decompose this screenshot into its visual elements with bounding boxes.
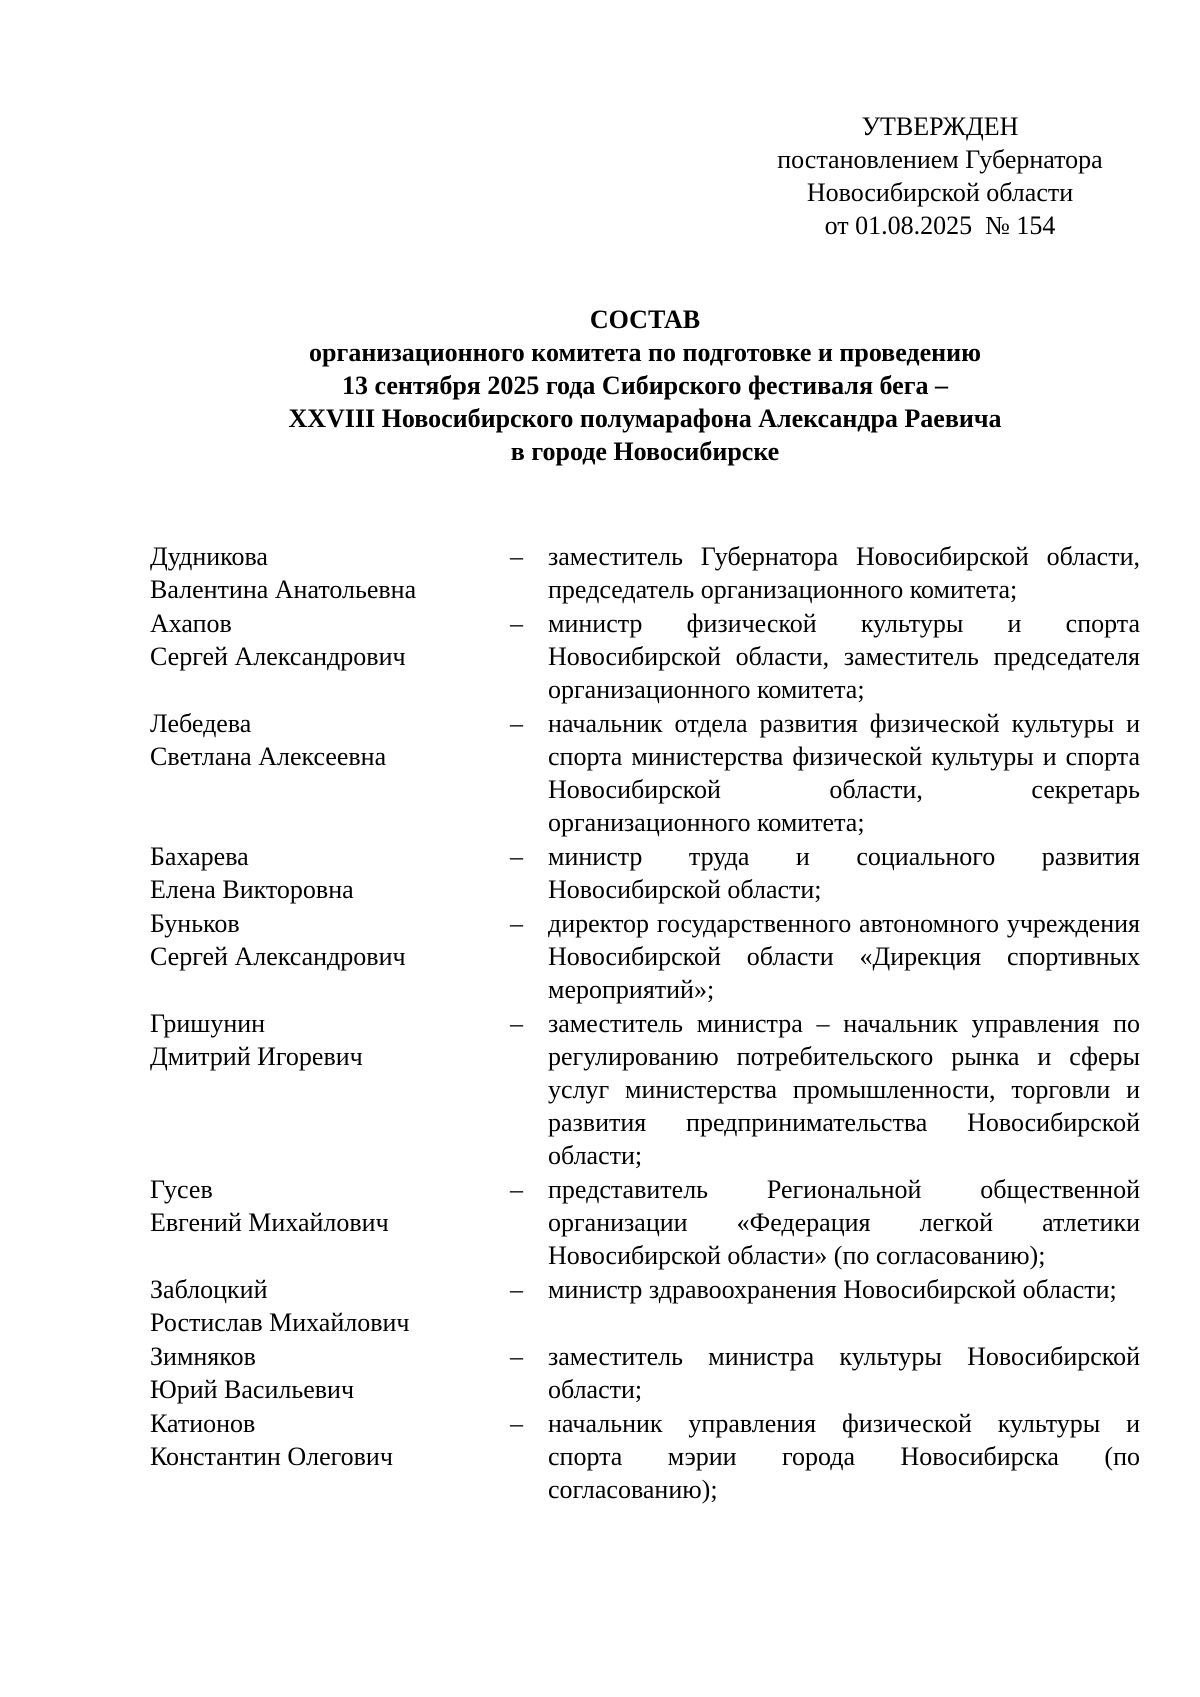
member-surname: Гусев <box>150 1175 213 1204</box>
member-row <box>150 1007 1140 1172</box>
member-position: министр физической культуры и спорта Новосибирской области, заместитель председателя организационного комитета; <box>548 609 1140 704</box>
dash-separator: – <box>510 542 523 571</box>
member-row <box>150 1173 1140 1272</box>
member-row <box>150 707 1140 839</box>
member-name <box>150 607 498 706</box>
member-position: министр труда и социального развития Новосибирской области; <box>548 842 1140 904</box>
dash-separator: – <box>510 1342 523 1371</box>
member-given-names: Светлана Алексеевна <box>150 742 387 771</box>
member-surname: Дудникова <box>150 542 268 571</box>
document-title <box>150 303 1140 468</box>
member-row <box>150 1407 1140 1506</box>
member-surname: Зимняков <box>150 1342 256 1371</box>
dash-separator: – <box>510 709 523 738</box>
member-row <box>150 607 1140 706</box>
member-row <box>150 1340 1140 1406</box>
member-given-names: Валентина Анатольевна <box>150 575 417 604</box>
member-given-names: Сергей Александрович <box>150 642 406 671</box>
member-surname: Бахарева <box>150 842 249 871</box>
member-position: начальник отдела развития физической культуры и спорта министерства физической культуры и спорта Новосибирской области, секретарь организационного комитета; <box>548 709 1140 837</box>
member-given-names: Елена Викторовна <box>150 875 354 904</box>
member-given-names: Дмитрий Игоревич <box>150 1042 363 1071</box>
member-given-names: Сергей Александрович <box>150 942 406 971</box>
member-name <box>150 1173 498 1272</box>
member-name <box>150 707 498 839</box>
dash-separator: – <box>510 609 523 638</box>
approval-line-4: от 01.08.2025 № 154 <box>824 211 1056 240</box>
member-name <box>150 907 498 1006</box>
member-given-names: Константин Олегович <box>150 1442 393 1471</box>
member-position: заместитель министра культуры Новосибирской области; <box>548 1342 1140 1404</box>
member-given-names: Юрий Васильевич <box>150 1375 355 1404</box>
dash-separator: – <box>510 1275 523 1304</box>
member-row <box>150 907 1140 1006</box>
approval-stamp <box>760 110 1120 242</box>
title-line-4: XXVIII Новосибирского полумарафона Александра Раевича <box>288 404 1002 433</box>
member-surname: Гришунин <box>150 1009 266 1038</box>
member-surname: Ахапов <box>150 609 232 638</box>
member-row <box>150 540 1140 606</box>
member-surname: Лебедева <box>150 709 252 738</box>
dash-separator: – <box>510 1409 523 1438</box>
member-position: заместитель министра – начальник управления по регулированию потребительского рынка и сферы услуг министерства промышленности, торговли и развития предпринимательства Новосибирской области; <box>548 1009 1140 1170</box>
dash-separator: – <box>510 909 523 938</box>
approval-line-1: УТВЕРЖДЕН <box>861 112 1019 141</box>
dash-separator: – <box>510 1175 523 1204</box>
member-given-names: Ростислав Михайлович <box>150 1308 410 1337</box>
approval-line-3: Новосибирской области <box>806 178 1074 207</box>
dash-separator: – <box>510 1009 523 1038</box>
member-position: министр здравоохранения Новосибирской области; <box>548 1275 1117 1304</box>
member-name <box>150 540 498 606</box>
member-given-names: Евгений Михайлович <box>150 1208 389 1237</box>
members-list <box>150 540 1140 1507</box>
approval-line-2: постановлением Губернатора <box>777 145 1103 174</box>
member-position: заместитель Губернатора Новосибирской области, председатель организационного комитета; <box>548 542 1140 604</box>
member-surname: Катионов <box>150 1409 256 1438</box>
member-surname: Буньков <box>150 909 240 938</box>
title-line-1: СОСТАВ <box>589 305 701 334</box>
member-name <box>150 1340 498 1406</box>
dash-separator: – <box>510 842 523 871</box>
member-name <box>150 840 498 906</box>
member-position: директор государственного автономного учреждения Новосибирской области «Дирекция спортивных мероприятий»; <box>548 909 1140 1004</box>
title-line-2: организационного комитета по подготовке и проведению <box>309 338 981 367</box>
member-position: представитель Региональной общественной организации «Федерация легкой атлетики Новосибирской области» (по согласованию); <box>548 1175 1140 1270</box>
member-surname: Заблоцкий <box>150 1275 268 1304</box>
member-position: начальник управления физической культуры и спорта мэрии города Новосибирска (по согласованию); <box>548 1409 1140 1504</box>
title-line-3: 13 сентября 2025 года Сибирского фестиваля бега – <box>341 371 949 400</box>
member-name <box>150 1007 498 1172</box>
title-line-5: в городе Новосибирске <box>510 437 780 466</box>
member-row <box>150 1273 1140 1339</box>
member-name <box>150 1407 498 1506</box>
member-row <box>150 840 1140 906</box>
member-name <box>150 1273 498 1339</box>
